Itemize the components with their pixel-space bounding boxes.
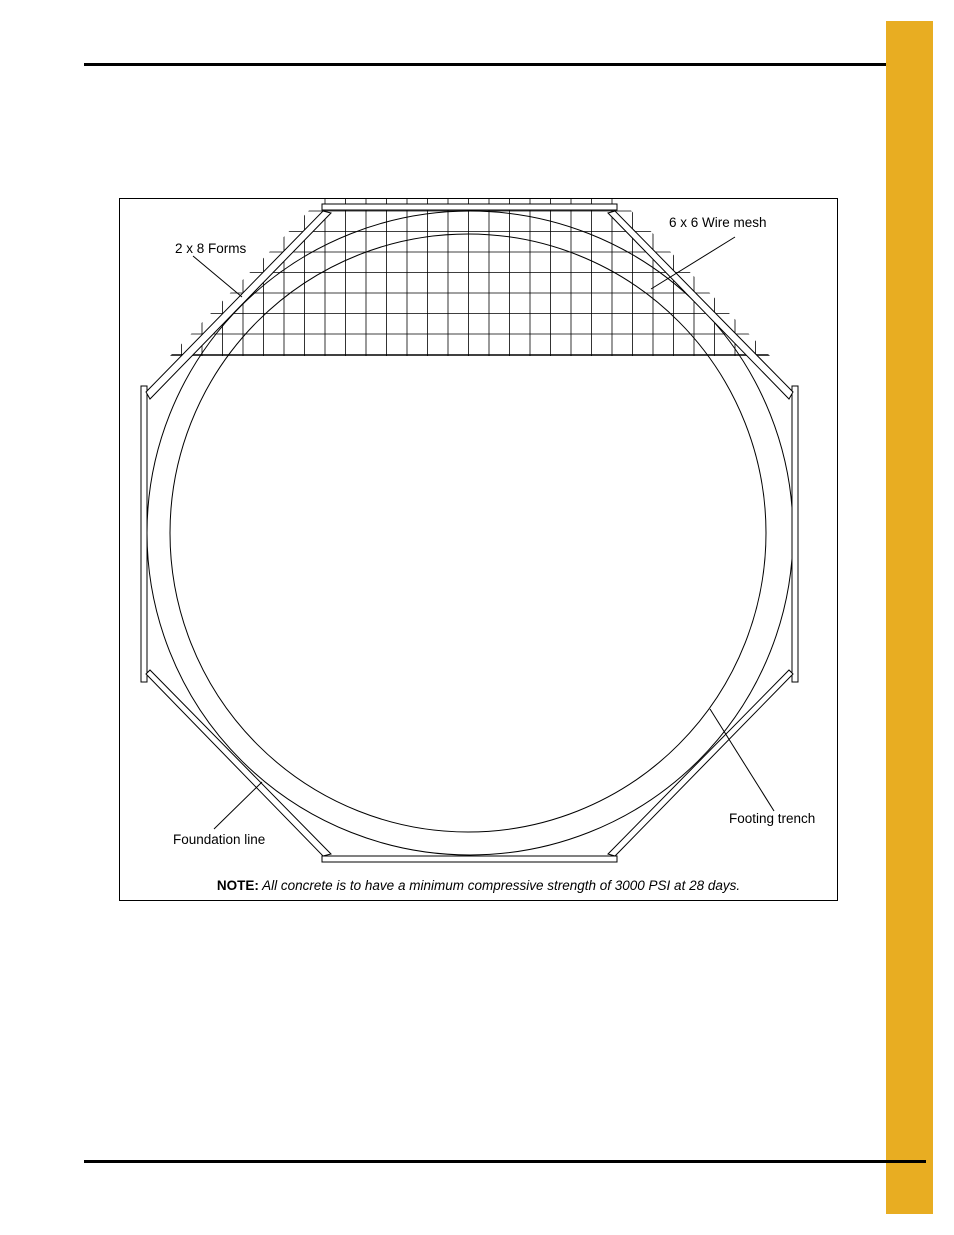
foundation-drawing xyxy=(120,199,837,900)
foundation-line-callout: Foundation line xyxy=(173,832,266,847)
wire-mesh-callout: 6 x 6 Wire mesh xyxy=(669,215,767,230)
footing-outer-circle xyxy=(147,211,793,855)
note-label: NOTE: xyxy=(216,878,259,893)
note-text: All concrete is to have a minimum compressive strength of 3000 PSI at 28 days. xyxy=(258,878,741,893)
chapter-side-tab xyxy=(886,21,933,1214)
form-boards xyxy=(141,204,798,862)
leader-lines xyxy=(193,237,774,829)
footing-trench-callout: Footing trench xyxy=(729,811,816,826)
concrete-note xyxy=(120,878,837,893)
foundation-diagram xyxy=(119,198,838,901)
foundation-inner-circle xyxy=(170,234,766,832)
header-rule xyxy=(84,63,926,66)
footer-rule xyxy=(84,1160,926,1163)
forms-callout: 2 x 8 Forms xyxy=(175,241,247,256)
